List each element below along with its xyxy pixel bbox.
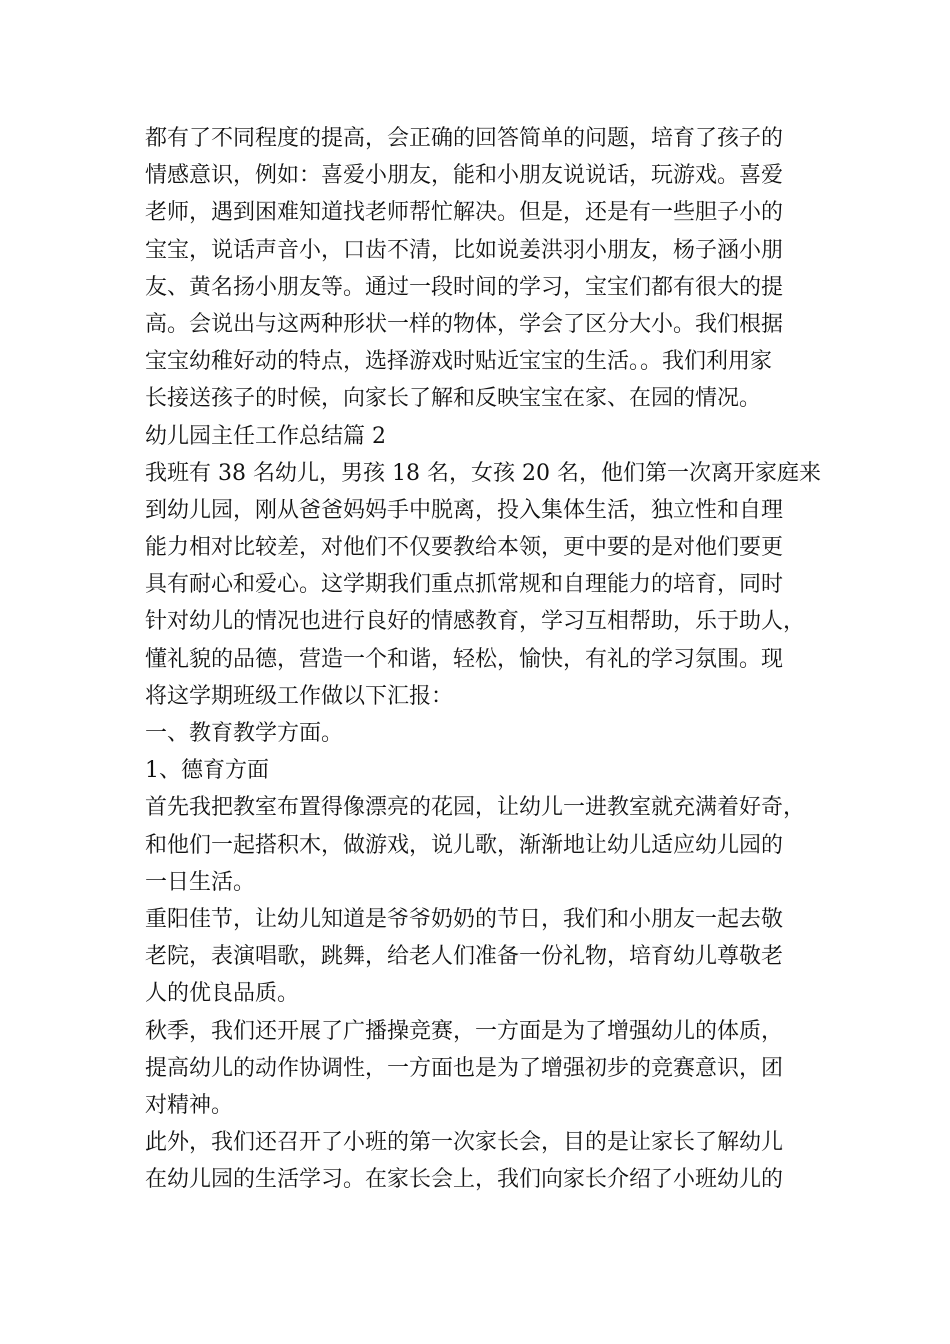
text-line: 一日生活。	[145, 869, 256, 895]
text-line: 宝宝，说话声音小，口齿不清，比如说姜洪羽小朋友，杨子涵小朋	[145, 237, 784, 263]
text-line: 老院，表演唱歌，跳舞，给老人们准备一份礼物，培育幼儿尊敬老	[145, 944, 784, 970]
text-line: 提高幼儿的动作协调性，一方面也是为了增强初步的竞赛意识，团	[145, 1055, 784, 1081]
subsection-heading: 一、教育教学方面。	[145, 721, 344, 746]
text-line: 此外，我们还召开了小班的第一次家长会，目的是让家长了解幼儿	[145, 1130, 784, 1156]
section-heading: 幼儿园主任工作总结篇 2	[145, 423, 386, 449]
text-line: 都有了不同程度的提高，会正确的回答简单的问题，培育了孩子的	[145, 126, 784, 151]
text-line: 能力相对比较差，对他们不仅要教给本领，更中要的是对他们要更	[145, 535, 784, 561]
text-line: 将这学期班级工作做以下汇报：	[145, 683, 454, 709]
text-line: 老师，遇到困难知道找老师帮忙解决。但是，还是有一些胆子小的	[145, 200, 784, 226]
text-line: 秋季，我们还开展了广播操竞赛，一方面是为了增强幼儿的体质，	[145, 1018, 784, 1044]
text-line: 我班有 38 名幼儿，男孩 18 名，女孩 20 名，他们第一次离开家庭来	[145, 460, 821, 486]
text-line: 情感意识，例如：喜爱小朋友，能和小朋友说说话，玩游戏。喜爱	[145, 163, 784, 189]
text-line: 针对幼儿的情况也进行良好的情感教育，学习互相帮助，乐于助人，	[145, 609, 806, 635]
text-line: 懂礼貌的品德，营造一个和谐，轻松，愉快，有礼的学习氛围。现	[145, 646, 784, 672]
text-line: 和他们一起搭积木，做游戏，说儿歌，渐渐地让幼儿适应幼儿园的	[145, 832, 784, 858]
text-line: 长接送孩子的时候，向家长了解和反映宝宝在家、在园的情况。	[145, 386, 762, 412]
document-text	[145, 120, 845, 1198]
text-line: 重阳佳节，让幼儿知道是爷爷奶奶的节日，我们和小朋友一起去敬	[145, 906, 784, 932]
text-line: 到幼儿园，刚从爸爸妈妈手中脱离，投入集体生活，独立性和自理	[145, 497, 784, 523]
text-line: 友、黄名扬小朋友等。通过一段时间的学习，宝宝们都有很大的提	[145, 274, 784, 300]
text-line: 人的优良品质。	[145, 981, 300, 1007]
text-line: 在幼儿园的生活学习。在家长会上，我们向家长介绍了小班幼儿的	[145, 1167, 784, 1193]
text-line: 首先我把教室布置得像漂亮的花园，让幼儿一进教室就充满着好奇，	[145, 795, 806, 821]
text-line: 宝宝幼稚好动的特点，选择游戏时贴近宝宝的生活。。我们利用家	[145, 349, 773, 375]
text-line: 高。会说出与这两种形状一样的物体，学会了区分大小。我们根据	[145, 311, 784, 337]
text-line: 具有耐心和爱心。这学期我们重点抓常规和自理能力的培育，同时	[145, 572, 784, 598]
text-line: 对精神。	[145, 1092, 234, 1118]
subsection-heading: 1、德育方面	[145, 758, 269, 784]
